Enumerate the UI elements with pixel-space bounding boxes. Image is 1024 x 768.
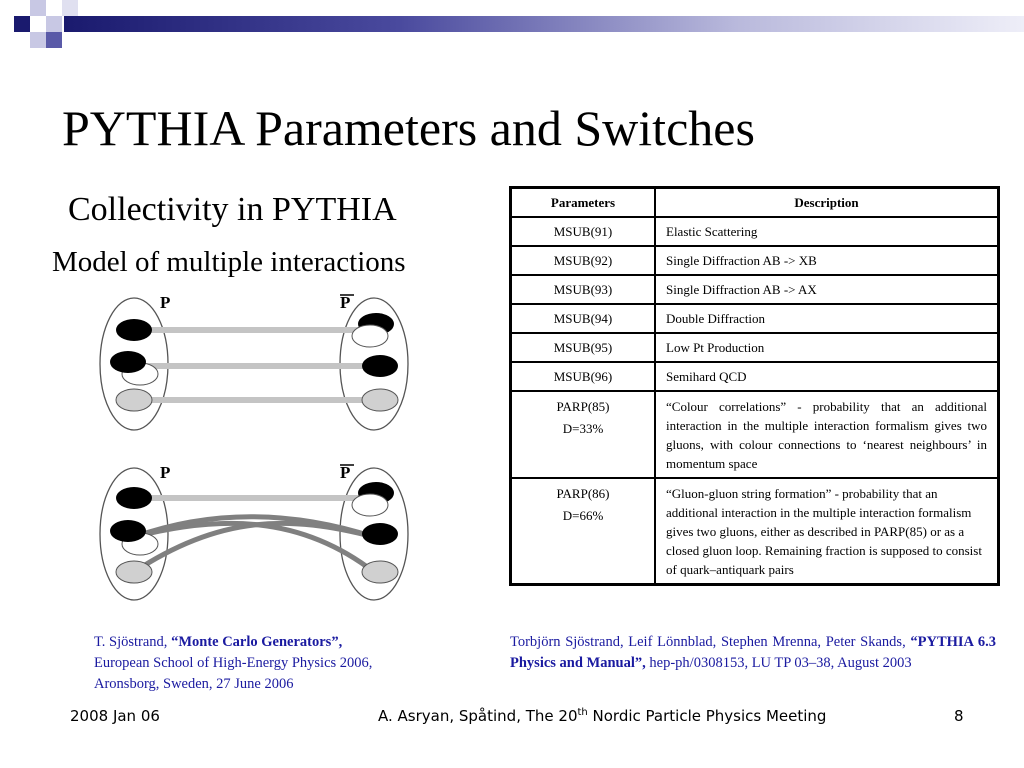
footer-center-sup: th: [577, 707, 588, 718]
quark-grey: [362, 561, 398, 583]
param-default: D=33%: [562, 421, 604, 436]
footer-center-text: A. Asryan, Spåtind, The 20: [378, 707, 578, 725]
table-row: [511, 246, 999, 275]
reference-author: T. Sjöstrand,: [94, 634, 168, 650]
param-cell: MSUB(96): [511, 362, 656, 391]
param-cell: [511, 478, 656, 585]
proton-label: P: [160, 293, 171, 312]
desc-cell: “Colour correlations” - probability that an additional interaction in the multiple interaction formalism gives two gluons, with colour connections to ‘nearest neighbours’ in momentum space: [655, 391, 999, 478]
param-cell: MSUB(91): [511, 217, 656, 246]
param-cell: MSUB(92): [511, 246, 656, 275]
quark-black: [110, 520, 146, 542]
table-row: [511, 304, 999, 333]
quark-white: [352, 494, 388, 516]
decor-square: [30, 0, 46, 16]
slide-title: PYTHIA Parameters and Switches: [62, 100, 755, 156]
table-row: [511, 362, 999, 391]
param-name: PARP(86): [556, 486, 610, 501]
quark-grey: [116, 389, 152, 411]
quark-white: [352, 325, 388, 347]
reference-left: [94, 632, 394, 695]
table-row: [511, 478, 999, 585]
diagram-bottom: [100, 463, 408, 600]
reference-details: European School of High-Energy Physics 2006, Aronsborg, Sweden, 27 June 2006: [94, 655, 373, 692]
slide-subheading: Model of multiple interactions: [52, 246, 406, 278]
slide-subtitle: Collectivity in PYTHIA: [68, 191, 397, 228]
quark-grey: [116, 561, 152, 583]
desc-cell: Single Diffraction AB -> AX: [655, 275, 999, 304]
footer-center: [378, 706, 826, 726]
param-cell: MSUB(93): [511, 275, 656, 304]
quark-black: [110, 351, 146, 373]
param-default: D=66%: [562, 508, 604, 523]
table-row: [511, 333, 999, 362]
antiproton-label: P: [340, 463, 351, 482]
quark-black: [116, 487, 152, 509]
multiple-interactions-diagram: [90, 290, 430, 620]
quark-grey: [362, 389, 398, 411]
quark-black: [116, 319, 152, 341]
desc-cell: Low Pt Production: [655, 333, 999, 362]
desc-cell: Elastic Scattering: [655, 217, 999, 246]
quark-black: [362, 355, 398, 377]
reference-title: “PYTHIA 6.3 Physics and Manual”,: [510, 634, 997, 671]
reference-right: [510, 632, 996, 674]
param-cell: MSUB(94): [511, 304, 656, 333]
decor-square: [46, 16, 62, 32]
reference-details: hep-ph/0308153, LU TP 03–38, August 2003: [649, 655, 912, 671]
param-name: PARP(85): [556, 399, 610, 414]
decor-square: [14, 16, 30, 32]
decor-square: [62, 0, 78, 16]
desc-cell: “Gluon-gluon string formation” - probability that an additional interaction in the multiple interaction formalism gives two gluons, either as described in PARP(85) or as a closed gluon loop. Remaining fraction is supposed to consist of quark–antiquark pairs: [655, 478, 999, 585]
desc-cell: Single Diffraction AB -> XB: [655, 246, 999, 275]
parameters-table: [509, 186, 1000, 586]
footer-date: 2008 Jan 06: [70, 707, 160, 725]
header-bar: [64, 16, 1024, 32]
decor-square: [46, 32, 62, 48]
quark-black: [362, 523, 398, 545]
page-number: 8: [954, 707, 964, 725]
param-cell: [511, 391, 656, 478]
antiproton-label: P: [340, 293, 351, 312]
desc-cell: Semihard QCD: [655, 362, 999, 391]
table-row: [511, 391, 999, 478]
table-header-row: [511, 188, 999, 218]
proton-label: P: [160, 463, 171, 482]
reference-title: “Monte Carlo Generators”,: [171, 634, 343, 650]
param-cell: MSUB(95): [511, 333, 656, 362]
table-row: [511, 217, 999, 246]
table-row: [511, 275, 999, 304]
reference-authors: Torbjörn Sjöstrand, Leif Lönnblad, Stephen Mrenna, Peter Skands,: [510, 634, 906, 650]
header-parameters: Parameters: [511, 188, 656, 218]
decor-square: [30, 32, 46, 48]
header-description: Description: [655, 188, 999, 218]
footer-center-text: Nordic Particle Physics Meeting: [587, 707, 827, 725]
desc-cell: Double Diffraction: [655, 304, 999, 333]
diagram-top: [100, 293, 408, 430]
